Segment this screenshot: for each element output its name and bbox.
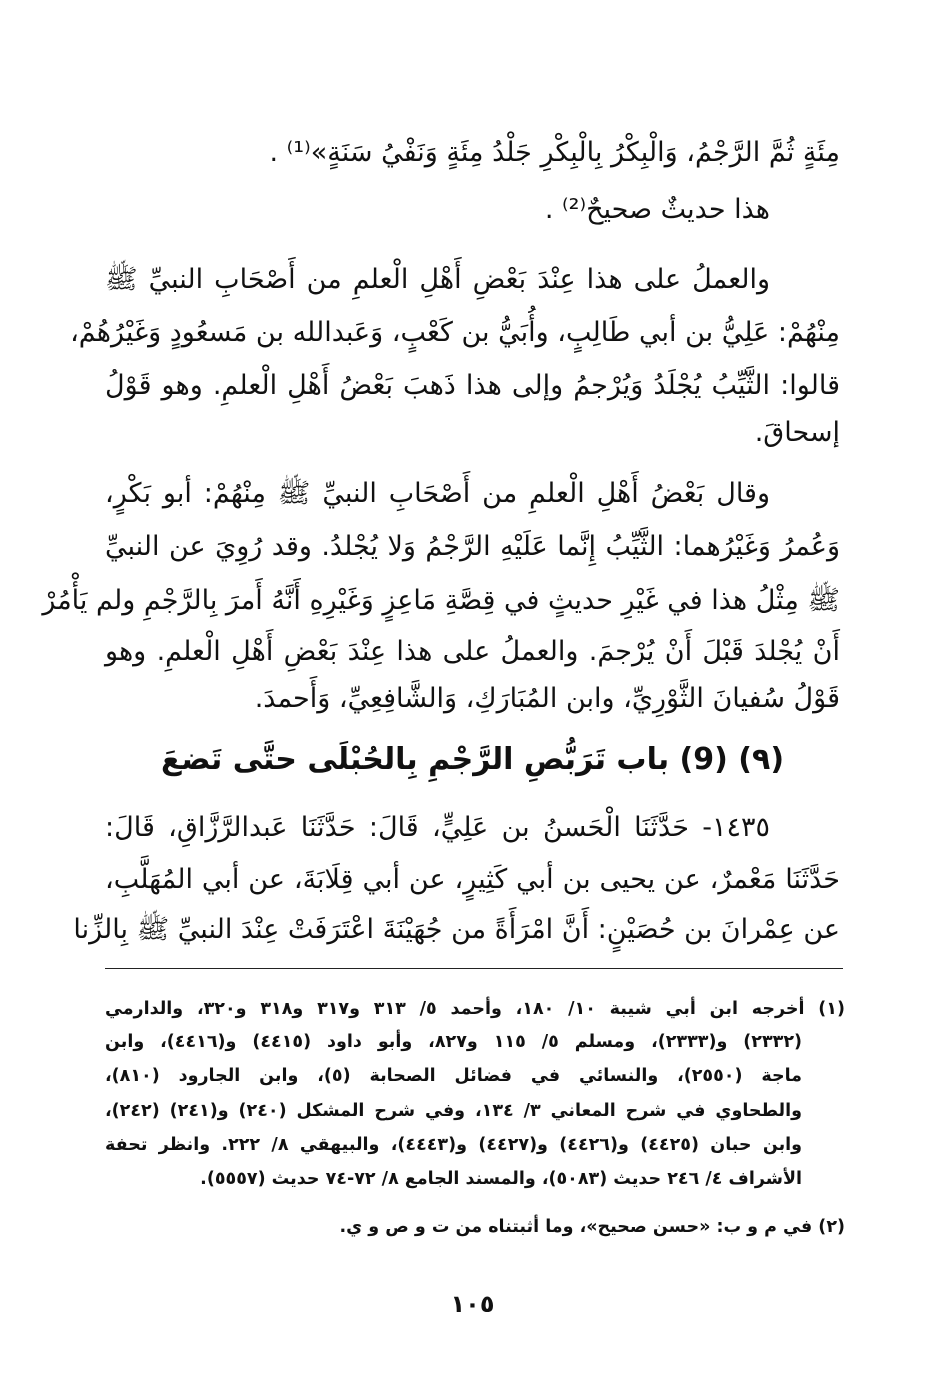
footnote-line: (٢) في م و ب: «حسن صحيح»، وما أثبتناه من ت و ص و ي. — [339, 1217, 845, 1237]
footnote-line: (٢٣٣٢) و(٢٣٣٣)، ومسلم ٥/ ١١٥ و٨٢٧، وأبو داود (٤٤١٥) و(٤٤١٦)، وابن — [105, 1032, 803, 1052]
text-line: وَعُمرُ وَغَيْرُهما: الثَّيِّبُ إِنَّما عَلَيْهِ الرَّجْمُ وَلا يُجْلدُ. وقد رُوِيَ عن النبيِّ — [105, 531, 840, 562]
text-line: وقال بَعْضُ أَهْلِ الْعلمِ من أَصْحَابِ النبيِّ ﷺ مِنْهُمْ: أبو بَكْرٍ، — [105, 478, 770, 509]
footnote-line: ماجة (٢٥٥٠)، والنسائي في فضائل الصحابة (٥)، وابن الجارود (٨١٠)، — [105, 1066, 802, 1086]
chapter-heading: (٩) (9) باب تَرَبُّصِ الرَّجْمِ بِالحُبْلَى حتَّى تَضعَ — [160, 742, 785, 777]
text-line: والعملُ على هذا عِنْدَ بَعْضِ أَهْلِ الْعلمِ من أَصْحَابِ النبيِّ ﷺ — [105, 264, 770, 295]
text-line: ١٤٣٥- حَدَّثَنَا الْحَسنُ بن عَلِيٍّ، قَالَ: حَدَّثَنَا عَبدالرَّزَّاقِ، قَالَ: — [105, 812, 770, 843]
text-line: مِئَةٍ ثُمَّ الرَّجْمُ، وَالْبِكْرُ بِالْبِكْرِ جَلْدُ مِئَةٍ وَنَفْيُ سَنَةٍ»⁽¹⁾ . — [269, 137, 840, 168]
footnote-line: وابن حبان (٤٤٢٥) و(٤٤٢٦) و(٤٤٢٧) و(٤٤٤٣)، والبيهقي ٨/ ٢٢٢. وانظر تحفة — [105, 1135, 803, 1155]
text-line: هذا حديثٌ صحيحٌ⁽²⁾ . — [544, 194, 770, 225]
text-line: إسحاقَ. — [754, 417, 840, 448]
footnote-line: (١) أخرجه ابن أبي شيبة ١٠/ ١٨٠، وأحمد ٥/ ٣١٣ و٣١٧ و٣١٨ و٣٢٠، والدارمي — [105, 999, 845, 1019]
text-line: قالوا: الثَّيِّبُ يُجْلَدُ وَيُرْجمُ وإلى هذا ذَهبَ بَعْضُ أَهْلِ الْعلمِ. وهو قَوْلُ — [105, 370, 840, 401]
text-line: عن عِمْرانَ بن حُصَيْنٍ: أَنَّ امْرَأَةً من جُهَيْنَةَ اعْتَرَفَتْ عِنْدَ النبيِّ ﷺ بِالزِّنا — [73, 914, 840, 945]
footnote-line: والطحاوي في شرح المعاني ٣/ ١٣٤، وفي شرح المشكل (٢٤٠) و(٢٤١) (٢٤٢)، — [105, 1101, 803, 1121]
text-line: ﷺ مِثْلُ هذا في غَيْرِ حديثٍ في قِصَّةِ مَاعِزٍ وَغَيْرِهِ أَنَّهُ أَمرَ بِالرَّجْمِ ولم يَأْمُرْ — [42, 585, 840, 616]
text-line: أَنْ يُجْلدَ قَبْلَ أَنْ يُرْجمَ. والعملُ على هذا عِنْدَ بَعْضِ أَهْلِ الْعلمِ. وهو — [105, 636, 840, 667]
footnote-separator — [105, 968, 843, 969]
text-line: حَدَّثَنَا مَعْمرٌ، عن يحيى بن أبي كَثِيرٍ، عن أبي قِلَابَةَ، عن أبي المُهَلَّبِ، — [105, 864, 840, 895]
footnote-line: الأشراف ٤/ ٢٤٦ حديث (٥٠٨٣)، والمسند الجامع ٨/ ٧٢-٧٤ حديث (٥٥٥٧). — [200, 1169, 802, 1189]
page-number: ١٠٥ — [450, 1290, 495, 1318]
text-line: مِنْهُمْ: عَلِيُّ بن أبي طَالِبٍ، وأُبَيُّ بن كَعْبٍ، وَعَبدالله بن مَسعُودٍ وَغَيْرُهُمْ، — [70, 317, 840, 348]
text-line: قَوْلُ سُفيانَ الثَّوْرِيِّ، وابن المُبَارَكِ، وَالشَّافِعِيِّ، وَأَحمدَ. — [254, 683, 840, 714]
